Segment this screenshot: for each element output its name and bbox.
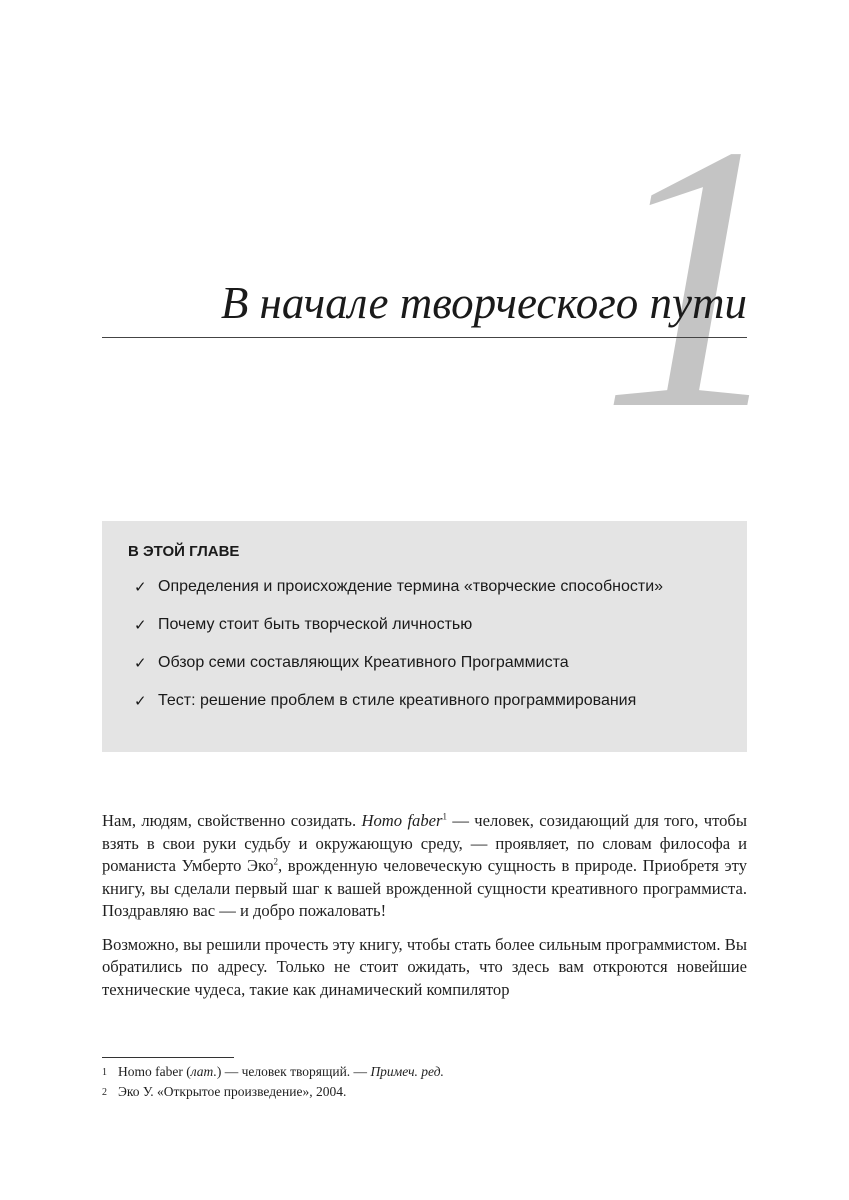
list-item-label: Почему стоит быть творческой личностью — [158, 616, 473, 633]
footnote-rule — [102, 1057, 234, 1058]
footnote-number: 2 — [102, 1087, 107, 1098]
list-item-label: Определения и происхождение термина «творческие способности» — [158, 578, 664, 595]
text-run: ) — человек творящий. — — [216, 1064, 371, 1079]
body-text — [102, 810, 747, 1012]
box-heading: В ЭТОЙ ГЛАВЕ — [128, 543, 240, 560]
footnote-number: 1 — [102, 1067, 107, 1078]
italic-run: Homo faber — [361, 811, 443, 830]
list-item — [102, 689, 747, 713]
paragraph-2: Возможно, вы решили прочесть эту книгу, чтобы стать более сильным программистом. Вы обратились по адресу. Только не стоит ожидать, что здесь вам откроются новейшие технические чудеса, такие как динамический компилятор — [102, 934, 747, 999]
list-item — [102, 613, 747, 637]
text-run: Homo faber ( — [118, 1064, 191, 1079]
text-run: — человек, созидающий для того, чтобы взять в свои руки судьбу и окружающую среду, — проявляет, по словам философа и романиста Умберто Эко — [102, 811, 748, 875]
footnote-text — [118, 1062, 444, 1082]
checkmark-icon: ✓ — [134, 692, 147, 710]
footnotes — [102, 1062, 747, 1102]
box-list — [102, 575, 747, 727]
list-item — [102, 651, 747, 675]
footnote — [102, 1062, 747, 1082]
checkmark-icon: ✓ — [134, 578, 147, 596]
footnote-ref: 1 — [442, 811, 447, 822]
checkmark-icon: ✓ — [134, 616, 147, 634]
list-item-label: Тест: решение проблем в стиле креативного программирования — [158, 692, 637, 709]
list-item-label: Обзор семи составляющих Креативного Программиста — [158, 654, 569, 671]
title-rule — [102, 337, 747, 338]
italic-run: Примеч. ред. — [370, 1064, 444, 1079]
chapter-title: В начале творческого пути — [220, 278, 747, 328]
text-run: Нам, людям, свойственно созидать. — [102, 811, 362, 830]
italic-run: лат. — [190, 1064, 217, 1079]
text-run: , врожденную человеческую сущность в природе. Приобретя эту книгу, вы сделали первый шаг к вашей врожденной сущности креативного программиста. Поздравляю вас — и добро пожаловать! — [102, 856, 747, 920]
chapter-number: 1 — [600, 67, 790, 488]
footnote-text: Эко У. «Открытое произведение», 2004. — [118, 1084, 347, 1099]
in-this-chapter-box — [102, 521, 747, 752]
paragraph-1 — [102, 810, 747, 923]
footnote — [102, 1082, 747, 1102]
checkmark-icon: ✓ — [134, 654, 147, 672]
footnote-ref: 2 — [273, 856, 279, 867]
list-item — [102, 575, 747, 599]
